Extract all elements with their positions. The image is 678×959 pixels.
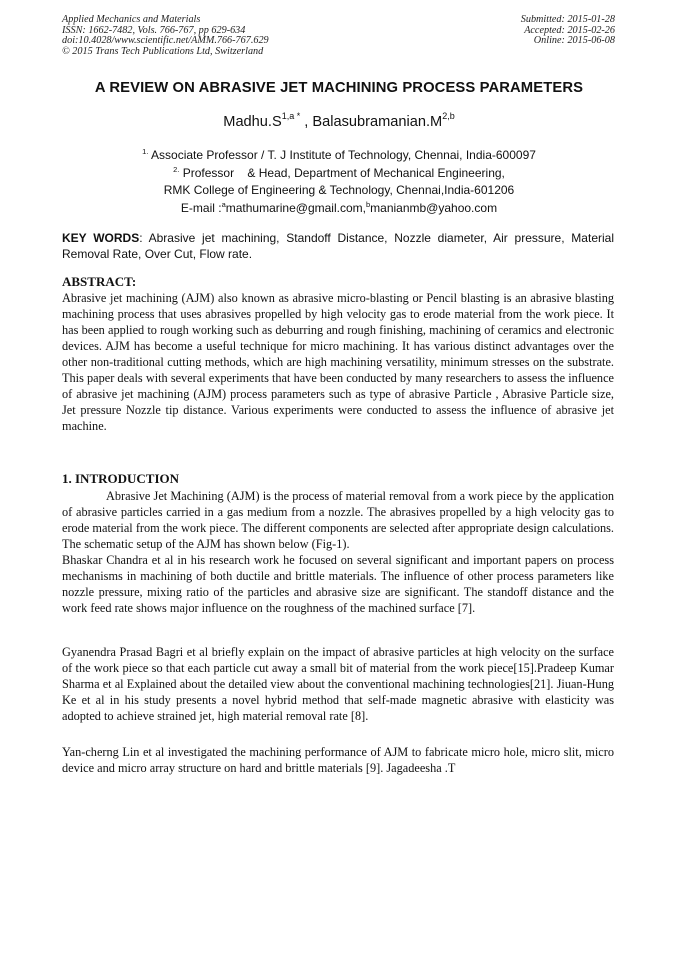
date-submitted: Submitted: 2015-01-28 — [520, 14, 615, 25]
abstract-heading: ABSTRACT: — [62, 274, 137, 289]
keywords-text: : Abrasive jet machining, Standoff Distance, Nozzle diameter, Air pressure, Material Removal Rate, Over Cut, Flow rate. — [62, 231, 614, 261]
intro-paragraph-4: Yan-cherng Lin et al investigated the machining performance of AJM to fabricate micro hole, micro slit, micro device and micro array structure on hard and brittle materials [9]. Jagadeesha .T — [62, 745, 614, 775]
email-label: E-mail : — [180, 200, 222, 215]
intro-p2: Bhaskar Chandra et al in his research work he focused on several significant and important papers on process mechanisms in machining of both ductile and brittle materials. The influence of other process parameters like nozzle pressure, mixing ratio of the particles and abrasive size are significant. The standoff distance and the work feed rate shows major influence on the roughness of the machined surface [7]. — [62, 553, 614, 615]
email-author-2[interactable]: manianmb@yahoo.com — [370, 200, 498, 215]
date-online: Online: 2015-06-08 — [533, 35, 615, 46]
affil-2-marker: 2. — [173, 164, 180, 174]
intro-paragraph-3: Gyanendra Prasad Bagri et al briefly explain on the impact of abrasive particles at high velocity on the surface of the work piece so that each particle cut away a small bit of material from the work piece[15].Pradeep Kumar Sharma et al Explained about the detailed view about the conventional machining technologies[21]. Jiuan-Hung Ke et al in his study presents a novel hybrid method that self-made magnetic abrasive with elasticity was adopted to achieve strained jet, high material removal rate [8]. — [62, 645, 614, 723]
abstract-text: Abrasive jet machining (AJM) also known as abrasive micro-blasting or Pencil blasting is an abrasive blasting machining process that uses abrasives propelled by high velocity gas to erode material from the work piece. It has been applied to rough working such as deburring and rough finishing, machining of ceramics and electronic devices. AJM has become a useful technique for micro machining. It has various distinct advantages over the other non-traditional cutting methods, which are high machining versatility, minimum stresses on the substrate. This paper deals with several experiments that have been conducted by many researchers to assess the influence of abrasive jet machining (AJM) process parameters such as type of abrasive Particle , Abrasive Particle size, Jet pressure Nozzle tip distance. Various experiments were conducted to assess the influence of abrasive jet machine. — [62, 291, 614, 433]
author-2-affil: 2,b — [442, 111, 455, 121]
journal-issn: ISSN: 1662-7482, Vols. 766-767, pp 629-634 — [62, 24, 246, 36]
submission-dates — [521, 15, 615, 47]
keywords-label: KEY WORDS — [62, 231, 140, 245]
author-2: Balasubramanian.M — [312, 114, 443, 130]
journal-name: Applied Mechanics and Materials — [62, 14, 201, 25]
intro-p1: Abrasive Jet Machining (AJM) is the process of material removal from a work piece by the application of abrasive particles carried in a gas medium from a nozzle. The abrasives propelled by a high velocity gas to erode material from the work piece. The different components are selected after appropriate design calculations. The schematic setup of the AJM has shown below (Fig-1). — [62, 489, 614, 551]
introduction-heading: 1. INTRODUCTION — [62, 471, 180, 486]
intro-paragraph-1 — [62, 488, 614, 616]
email-author-1[interactable]: mathumarine@gmail.com, — [225, 200, 366, 215]
email-a-marker: a — [221, 199, 226, 209]
journal-doi: doi:10.4028/www.scientific.net/AMM.766-767.629 — [62, 35, 269, 46]
author-separator: , — [300, 114, 313, 130]
paper-title: A REVIEW ON ABRASIVE JET MACHINING PROCESS PARAMETERS — [94, 80, 584, 96]
affiliation-1 — [0, 147, 678, 165]
journal-info — [62, 15, 269, 57]
affiliation-3: RMK College of Engineering & Technology, Chennai,India-601206 — [163, 183, 515, 197]
affil-2-text: Professor & Head, Department of Mechanical Engineering, — [179, 165, 505, 180]
author-1: Madhu.S — [223, 114, 282, 130]
email-line — [0, 200, 678, 218]
email-b-marker: b — [365, 199, 371, 209]
author-line — [0, 111, 678, 130]
journal-copyright: © 2015 Trans Tech Publications Ltd, Switzerland — [62, 45, 264, 57]
keywords — [62, 230, 614, 262]
affiliation-2 — [0, 165, 678, 183]
affil-1-text: Associate Professor / T. J Institute of Technology, Chennai, India-600097 — [148, 148, 536, 162]
date-accepted: Accepted: 2015-02-26 — [524, 24, 615, 36]
affil-1-marker: 1. — [142, 147, 149, 156]
author-1-affil: 1,a * — [281, 111, 301, 121]
